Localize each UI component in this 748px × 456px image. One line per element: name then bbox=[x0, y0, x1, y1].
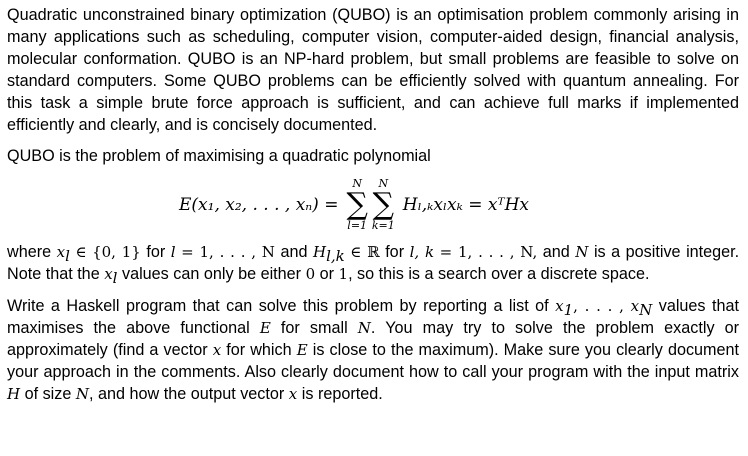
paragraph-definitions: where $x_l$ ∈ {0, 1} for l = 1, . . . , N and $H_{l,k}$ ∈ ℝ for l, k = 1, . . . , N, and N is a positive integer. Note that the $x_l$ values can only be either 0 or 1, so this is a search over a discrete space. bbox=[7, 242, 740, 287]
summation-k-lower: k=1 bbox=[371, 218, 395, 232]
paragraph-intro: Quadratic unconstrained binary optimization (QUBO) is an optimisation problem commonly arising in many applications such as scheduling, computer vision, computer-aided design, financial analysis, molecular conformation. QUBO is an NP-hard problem, but small problems are feasible to solve on standard computers. Some QUBO problems can be efficiently solved with quantum annealing. For this task a simple brute force approach is sufficient, and can achieve full marks if implemented efficiently and clearly, and is concisely documented. bbox=[7, 6, 739, 135]
summation-l-upper: N bbox=[352, 176, 362, 190]
equation-energy bbox=[7, 169, 739, 237]
summation-l-lower: l=1 bbox=[347, 218, 368, 232]
equation-rhs: Hₗ,ₖxₗxₖ = xᵀHx bbox=[402, 194, 530, 215]
equation-lhs: E(x₁, x₂, . . . , xₙ) = bbox=[179, 194, 339, 215]
summation-l: N ∑ l=1 bbox=[346, 176, 368, 232]
paragraph-task: Write a Haskell program that can solve this problem by reporting a list of $x_1$, . . . , $x_N$ values that maximises the above functional E for small N. You may try to solve the problem exactly or approximately (find a vector x for which E is close to the maximum). Make sure you clearly document your approach in the comments. Also clearly document how to call your program with the input matrix H of size N, and how the output vector x is reported. bbox=[7, 296, 740, 404]
summation-k: N ∑ k=1 bbox=[371, 176, 395, 232]
document-page bbox=[7, 4, 739, 405]
summation-k-upper: N bbox=[378, 176, 389, 190]
paragraph-problem-statement: QUBO is the problem of maximising a quadratic polynomial bbox=[7, 146, 431, 165]
